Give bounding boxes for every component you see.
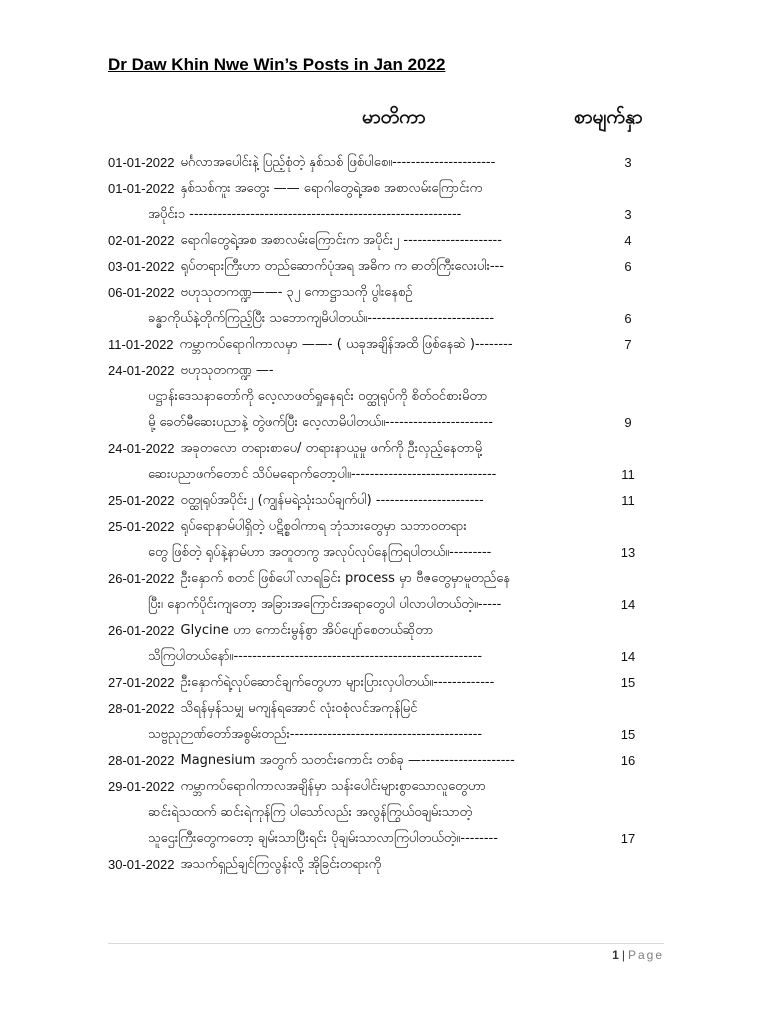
entry-page-number: 7 [624, 337, 632, 352]
toc-entry-line [108, 566, 638, 592]
entry-page-number: 15 [620, 675, 636, 690]
toc-entry-line [108, 176, 638, 202]
entry-title: ကမ္ဘာကပ်ရောဂါကာလအချိန်မှာ သန်းပေါင်းများစွာသောလူတွေဟာ [180, 779, 486, 794]
entry-page-number: 15 [620, 727, 636, 742]
page-column-heading: စာမျက်နှာ [574, 106, 643, 128]
toc-entry-line [108, 722, 638, 748]
toc-entry-line [108, 852, 638, 878]
entry-page-number: 16 [620, 753, 636, 768]
entry-title: ဗဟုသုတကဏ္ဍ —- [180, 363, 274, 378]
entry-date: 28-01-2022 [108, 701, 175, 716]
entry-page-number: 17 [620, 831, 636, 846]
entry-title: ရောဂါတွေရဲ့အစ အစာလမ်းကြောင်းက အပိုင်း၂ --------------------- [180, 233, 502, 248]
toc-entry [108, 228, 638, 254]
toc-entry [108, 748, 638, 774]
toc-entry-line [108, 228, 638, 254]
entry-date: 01-01-2022 [108, 155, 175, 170]
toc-entry-line [108, 540, 638, 566]
entry-page-number: 14 [620, 649, 636, 664]
entry-title: ဦးနှောက် စတင် ဖြစ်ပေါ်လာရခြင်း process မှာ ဗီဇတွေမှာမူတည်နေ [180, 571, 511, 586]
entry-title: ဆေးပညာဖက်တောင် သိပ်မရောက်တော့ပါ။------------------------------- [148, 467, 497, 482]
toc-entry [108, 176, 638, 228]
entry-title: Magnesium အတွက် သတင်းကောင်း တစ်ခု —-------------------- [180, 753, 515, 768]
entry-date: 26-01-2022 [108, 571, 175, 586]
toc-entry [108, 150, 638, 176]
toc-entry-line [108, 384, 638, 410]
entry-date: 26-01-2022 [108, 623, 175, 638]
toc-entry-line [108, 592, 638, 618]
entry-title: အခုတလော တရားစာပေ/ တရားနာယူမှု ဖက်ကို ဦးလှည့်နေတာမို့ [180, 441, 483, 456]
entry-page-number: 11 [621, 467, 635, 482]
entry-date: 30-01-2022 [108, 857, 175, 872]
toc-entry [108, 488, 638, 514]
entry-date: 25-01-2022 [108, 519, 175, 534]
entry-date: 02-01-2022 [108, 233, 175, 248]
entry-date: 24-01-2022 [108, 363, 175, 378]
entry-title: ဆင်းရဲသထက် ဆင်းရဲကုန်ကြ ပါသော်လည်း အလွန်ကြွယ်ဝချမ်းသာတဲ့ [148, 805, 473, 820]
entry-date: 03-01-2022 [108, 259, 175, 274]
entry-page-number: 3 [624, 207, 632, 222]
toc-entry-line [108, 358, 638, 384]
entry-title: Glycine ဟာ ကောင်းမွန်စွာ အိပ်ပျော်စေတယ်ဆိုတာ [180, 623, 434, 638]
entry-date: 29-01-2022 [108, 779, 175, 794]
entry-title: ကမ္ဘာကပ်ရောဂါကာလမှာ ——- ( ယခုအချိန်အထိ ဖြစ်နေဆဲ )-------- [179, 337, 513, 352]
toc-entry-line [108, 826, 638, 852]
toc-entry-line [108, 280, 638, 306]
entry-title: မင်္ဂလာအပေါင်းနဲ့ ပြည့်စုံတဲ့ နှစ်သစ် ဖြစ်ပါစေ။---------------------- [180, 155, 496, 170]
toc-entry-line [108, 332, 638, 358]
toc-entry-line [108, 306, 638, 332]
toc-entry [108, 332, 638, 358]
entry-date: 24-01-2022 [108, 441, 175, 456]
entry-page-number: 9 [624, 415, 632, 430]
entry-date: 06-01-2022 [108, 285, 175, 300]
toc-entry-line [108, 150, 638, 176]
toc-entry-line [108, 514, 638, 540]
entry-page-number: 6 [624, 311, 632, 326]
toc-entry-line [108, 670, 638, 696]
toc-entry [108, 696, 638, 748]
toc-entry-line [108, 488, 638, 514]
toc-entry-line [108, 436, 638, 462]
entry-page-number: 6 [624, 259, 632, 274]
entry-title: နှစ်သစ်ကူး အတွေး —— ရောဂါတွေရဲ့အစ အစာလမ်းကြောင်းက [180, 181, 483, 196]
entry-date: 28-01-2022 [108, 753, 175, 768]
entry-date: 27-01-2022 [108, 675, 175, 690]
entry-title: ဦးနှောက်ရဲ့လုပ်ဆောင်ချက်တွေဟာ များပြားလှပါတယ်။------------- [180, 675, 495, 690]
entry-title: သဗ္ဗညုဉာဏ်တော်အစွမ်းတည်း----------------------------------------- [148, 727, 483, 742]
entry-title: သူဌေးကြီးတွေကတော့ ချမ်းသာပြီးရင်း ပိုချမ်းသာလာကြပါတယ်တဲ့။-------- [148, 831, 498, 846]
entry-page-number: 14 [620, 597, 636, 612]
toc-entry-line [108, 410, 638, 436]
entry-title: သိရန်မှန်သမျှ မကျန်ရအောင် လုံးဝစုံလင်အကုန်မြင် [180, 701, 418, 716]
toc-entry [108, 358, 638, 436]
entry-date: 11-01-2022 [108, 337, 174, 352]
footer-page-number: 1 [612, 948, 619, 962]
toc-entry [108, 254, 638, 280]
entry-title: ပြီး၊ နောက်ပိုင်းကျတော့ အခြားအကြောင်းအရာတွေပါ ပါလာပါတယ်တဲ့။----- [148, 597, 502, 612]
entry-title: ခန္ဓာကိုယ်နဲ့တိုက်ကြည့်ပြီး သဘောကျမိပါတယ်။--------------------------- [148, 311, 495, 326]
entry-date: 25-01-2022 [108, 493, 175, 508]
page-footer [612, 948, 664, 962]
table-of-contents [108, 150, 638, 878]
toc-entry [108, 436, 638, 488]
document-title: Dr Daw Khin Nwe Win’s Posts in Jan 2022 [108, 55, 446, 74]
entry-title: သိကြပါတယ်နော်။----------------------------------------------------- [148, 649, 483, 664]
toc-entry-line [108, 696, 638, 722]
toc-entry-line [108, 774, 638, 800]
footer-divider [108, 943, 664, 944]
toc-entry-line [108, 462, 638, 488]
toc-entry-line [108, 800, 638, 826]
entry-title: ရုပ်ရောနာမ်ပါရှိတဲ့ ပဋိစ္စဝါကာရ ဘုံသားတွေမှာ သဘာဝတရား [180, 519, 467, 534]
toc-entry-line [108, 618, 638, 644]
toc-entry-line [108, 202, 638, 228]
toc-entry [108, 280, 638, 332]
entry-title: ဝတ္ထုရုပ်အပိုင်း၂ (ကျွန်မရဲ့သုံးသပ်ချက်ပါ) ----------------------- [180, 493, 484, 508]
toc-entry-line [108, 254, 638, 280]
entry-date: 01-01-2022 [108, 181, 175, 196]
toc-entry [108, 774, 638, 852]
footer-separator: | [621, 948, 625, 962]
toc-entry [108, 514, 638, 566]
toc-entry [108, 670, 638, 696]
entry-title: တွေ ဖြစ်တဲ့ ရုပ်နဲ့နာမ်ဟာ အတူတကွ အလုပ်လုပ်နေကြရပါတယ်။--------- [148, 545, 492, 560]
entry-page-number: 3 [624, 155, 632, 170]
footer-page-label: Page [627, 948, 664, 962]
entry-page-number: 13 [620, 545, 636, 560]
toc-entry-line [108, 748, 638, 774]
entry-page-number: 11 [621, 493, 635, 508]
toc-entry [108, 852, 638, 878]
entry-title: မို့ ခေတ်မီဆေးပညာနဲ့ တွဲဖက်ပြီး လေ့လာမိပါတယ်။----------------------- [148, 415, 493, 430]
entry-title: ဗဟုသုတကဏ္ဍ——- ၃၂ ကောဋ္ဌာသကို ပွါးနေစဉ် [180, 285, 413, 300]
entry-title: အသက်ရှည်ချင်ကြလွန်းလို့ အိုခြင်းတရားကို [180, 857, 382, 872]
toc-entry [108, 618, 638, 670]
toc-entry-line [108, 644, 638, 670]
entry-page-number: 4 [624, 233, 632, 248]
entry-title: ပဋ္ဌာန်းဒေသနာတော်ကို လေ့လာဖတ်ရှုနေရင်း ဝတ္ထုရုပ်ကို စိတ်ဝင်စားမိတာ [148, 389, 488, 404]
entry-title: အပိုင်း၁ ---------------------------------------------------------- [148, 207, 462, 222]
toc-entry [108, 566, 638, 618]
entry-title: ရုပ်တရားကြီးဟာ တည်ဆောက်ပုံအရ အဓိက က ဓာတ်ကြီးလေးပါး--- [180, 259, 504, 274]
toc-heading: မာတိကာ [362, 106, 426, 128]
